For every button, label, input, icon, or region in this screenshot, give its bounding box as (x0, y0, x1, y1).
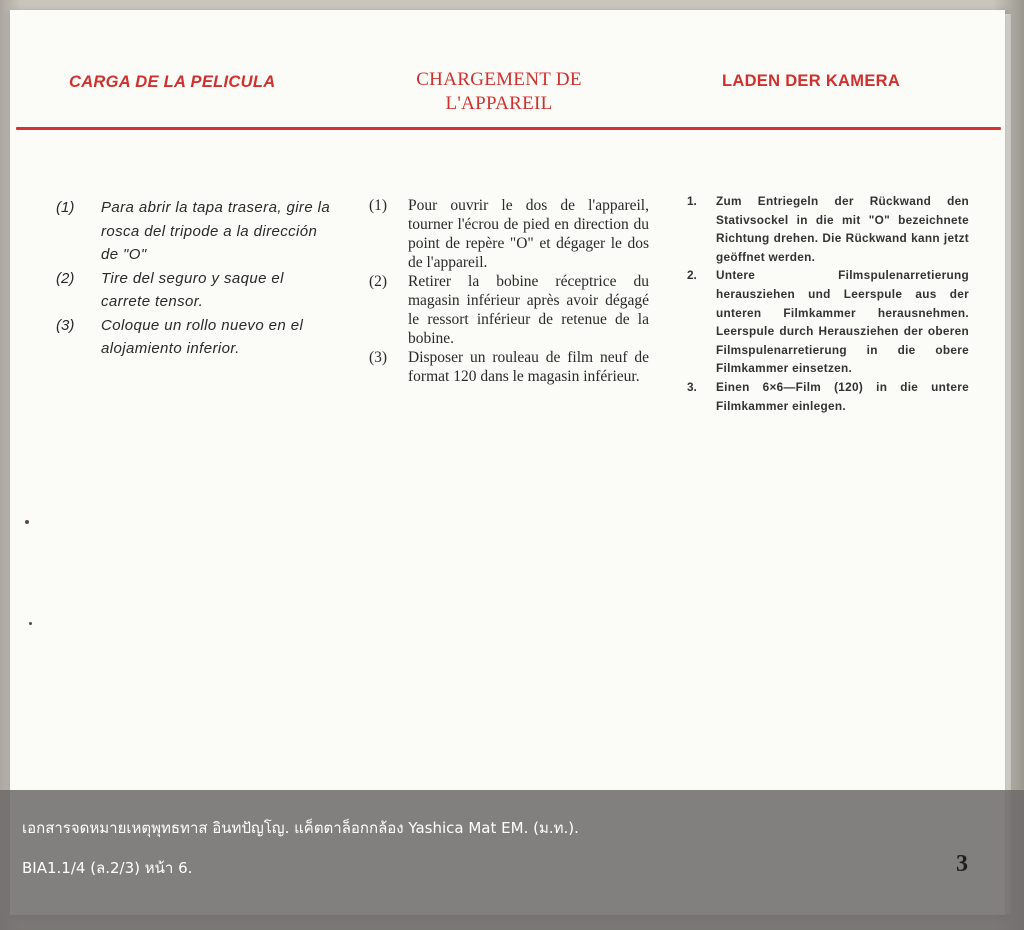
step-number: (3) (369, 349, 388, 366)
step-number: (2) (369, 273, 388, 290)
french-step (369, 348, 649, 386)
archive-caption-title: เอกสารจดหมายเหตุพุทธทาส อินทปัญโญ. แค็ตตาล็อกกล้อง Yashica Mat EM. (ม.ท.). (22, 819, 579, 837)
spanish-step (56, 267, 336, 314)
heading-german: LADEN DER KAMERA (722, 72, 901, 90)
paper-speck (29, 622, 32, 625)
step-text: Coloque un rollo nuevo en el alojamiento inferior. (101, 316, 304, 357)
paper-speck (25, 520, 29, 524)
archive-caption-reference: BIA1.1/4 (ล.2/3) หน้า 6. (22, 859, 193, 877)
german-step (687, 192, 969, 266)
spanish-instructions (56, 196, 336, 361)
step-number: 1. (687, 194, 697, 208)
heading-spanish: CARGA DE LA PELICULA (69, 73, 276, 91)
french-step (369, 272, 649, 348)
german-step (687, 266, 969, 378)
french-instructions (369, 196, 649, 386)
step-text: Zum Entriegeln der Rückwand den Stativsockel in die mit "O" bezeichnete Richtung drehen. Die Rückwand kann jetzt geöffnet werden. (716, 194, 969, 264)
step-text: Pour ouvrir le dos de l'appareil, tourner l'écrou de pied en direction du point de repère "O" et dégager le dos de l'appareil. (408, 197, 649, 271)
step-text: Retirer la bobine réceptrice du magasin inférieur après avoir dégagé le ressort inférieur de retenue de la bobine. (408, 273, 649, 347)
spanish-step (56, 314, 336, 361)
heading-french-line2: L'APPAREIL (445, 93, 553, 114)
step-text: Untere Filmspulenarretierung herausziehen und Leerspule aus der unteren Filmkammer herausnehmen. Leerspule durch Herausziehen der oberen Filmspulenarretierung in die obere Filmkammer einsetzen. (716, 268, 969, 376)
catalog-page (10, 10, 1005, 915)
heading-french-line1: CHARGEMENT DE (416, 69, 582, 90)
step-number: (2) (56, 269, 75, 287)
step-number: (3) (56, 316, 75, 334)
french-step (369, 196, 649, 272)
step-text: Para abrir la tapa trasera, gire la rosca del tripode a la dirección de "O" (101, 199, 331, 263)
heading-french (396, 68, 602, 116)
step-text: Einen 6×6—Film (120) in die untere Filmkammer einlegen. (716, 379, 969, 413)
german-step (687, 378, 969, 415)
step-number: (1) (56, 199, 75, 216)
step-number: 2. (687, 268, 697, 283)
step-number: 3. (687, 379, 697, 394)
spanish-step (56, 196, 336, 267)
red-divider-rule (16, 127, 1001, 130)
step-text: Disposer un rouleau de film neuf de format 120 dans le magasin inférieur. (408, 349, 649, 385)
step-text: Tire del seguro y saque el carrete tensor. (101, 269, 284, 310)
german-instructions (687, 192, 969, 415)
step-number: (1) (369, 197, 388, 214)
page-number: 3 (956, 851, 968, 877)
